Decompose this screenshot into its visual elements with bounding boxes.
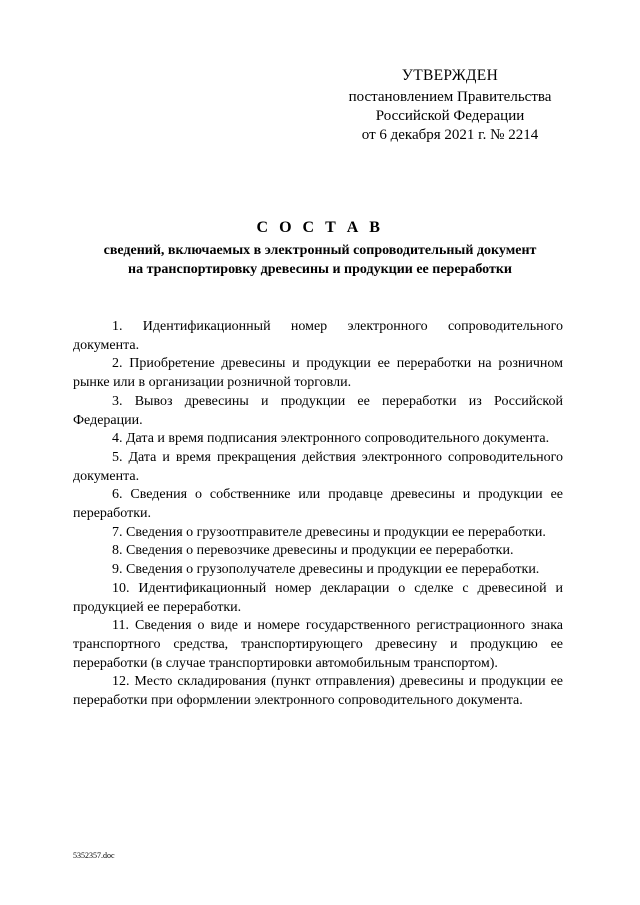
list-item-9: 9. Сведения о грузополучателе древесины и продукции ее переработки. — [112, 562, 540, 578]
list-item-8: 8. Сведения о перевозчике древесины и продукции ее переработки. — [112, 543, 514, 559]
approval-line-2: Российской Федерации — [375, 108, 525, 124]
list-item-2: 2. Приобретение древесины и продукции ее переработки на розничном рынке или в организации розничной торговли. — [73, 356, 563, 391]
approval-line-1: постановлением Правительства — [348, 89, 552, 105]
document-subtitle-line-1: сведений, включаемых в электронный сопроводительный документ — [103, 243, 537, 258]
items-list — [73, 318, 563, 711]
document-title: С О С Т А В — [256, 219, 384, 236]
document-subtitle-line-2: на транспортировку древесины и продукции ее переработки — [128, 262, 512, 277]
list-item-1: 1. Идентификационный номер электронного сопроводительного документа. — [73, 319, 563, 353]
list-item-10: 10. Идентификационный номер декларации о сделке с древесиной и продукцией ее переработки. — [73, 580, 563, 615]
footer-doc-code: 5352357.doc — [73, 851, 115, 860]
approval-line-3: от 6 декабря 2021 г. № 2214 — [361, 127, 539, 143]
list-item-7: 7. Сведения о грузоотправителе древесины и продукции ее переработки. — [112, 524, 546, 540]
list-item-6: 6. Сведения о собственнике или продавце древесины и продукции ее переработки. — [73, 487, 563, 522]
list-item-4: 4. Дата и время подписания электронного сопроводительного документа. — [112, 431, 550, 447]
approval-block — [330, 66, 570, 145]
approval-title: УТВЕРЖДЕН — [401, 67, 499, 84]
list-item-3: 3. Вывоз древесины и продукции ее переработки из Российской Федерации. — [73, 393, 563, 428]
list-item-5: 5. Дата и время прекращения действия электронного сопроводительного документа. — [73, 449, 563, 484]
list-item-11: 11. Сведения о виде и номере государственного регистрационного знака транспортного средства, транспортирующего древесину и продукцию ее переработки (в случае транспортировки автомобильным транспортом). — [73, 618, 563, 671]
document-subtitle — [60, 241, 580, 279]
list-item-12: 12. Место складирования (пункт отправления) древесины и продукции ее переработки при оформлении электронного сопроводительного документа. — [73, 674, 563, 709]
